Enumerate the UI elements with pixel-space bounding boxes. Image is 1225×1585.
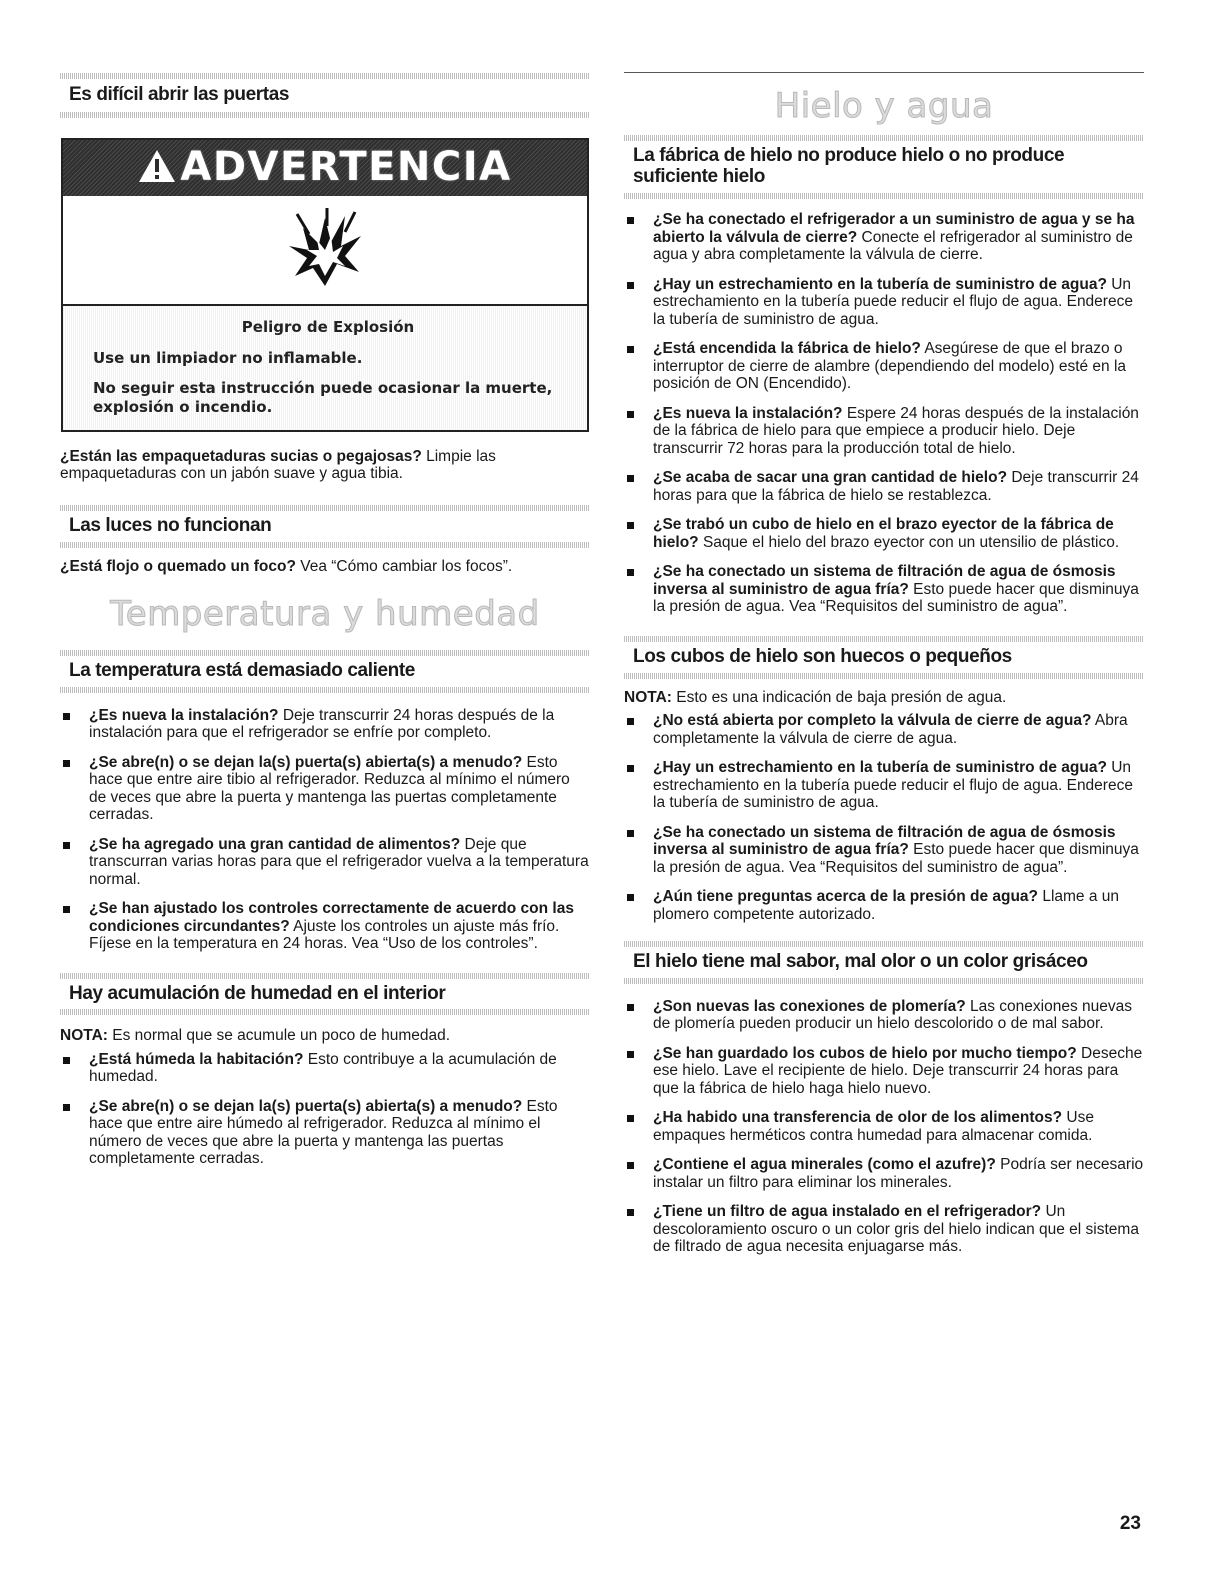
answer: Vea “Cómo cambiar los focos”. <box>295 557 513 575</box>
question: ¿Hay un estrechamiento en la tubería de suministro de agua? <box>653 275 1107 293</box>
warning-header <box>63 140 587 196</box>
answer: Saque el hielo del brazo eyector con un utensilio de plástico. <box>698 533 1120 551</box>
list-item <box>624 1045 1144 1098</box>
question: ¿Se acaba de sacar una gran cantidad de hielo? <box>653 469 1008 487</box>
question: ¿Es nueva la instalación? <box>89 706 279 724</box>
answer: Esto puede hacer que disminuya la presión de agua. Vea “Requisitos del suministro de agua”. <box>653 580 1139 616</box>
answer: Esto hace que entre aire húmedo al refrigerador. Reduzca al mínimo el número de veces que abre la puerta y mantenga las puertas completamente cerradas. <box>89 1097 558 1168</box>
answer: Un estrechamiento en la tubería puede reducir el flujo de agua. Enderece la tubería de suministro de agua. <box>653 275 1133 328</box>
list-item <box>624 516 1144 551</box>
question: ¿Es nueva la instalación? <box>653 404 843 422</box>
list-item <box>624 888 1144 923</box>
note-label: NOTA: <box>60 1027 108 1045</box>
list-item <box>624 211 1144 264</box>
list-item <box>60 1098 590 1168</box>
answer: Deje que transcurran varias horas para que el refrigerador vuelva a la temperatura normal. <box>89 835 589 888</box>
note-label: NOTA: <box>624 688 672 706</box>
list-item <box>60 1051 590 1086</box>
answer: Conecte el refrigerador al suministro de agua y abra completamente la válvula de cierre. <box>653 228 1133 264</box>
list-item <box>624 1109 1144 1144</box>
hazard-instruction: Use un limpiador no inflamable. <box>93 349 363 368</box>
section-title-cubes: Los cubos de hielo son huecos o pequeños <box>633 645 1012 667</box>
section-title-lights: Las luces no funcionan <box>69 514 272 536</box>
question: ¿Aún tiene preguntas acerca de la presión de agua? <box>653 888 1039 906</box>
icemaker-list <box>624 211 1144 616</box>
answer: Las conexiones nuevas de plomería pueden producir un hielo descolorido o de mal sabor. <box>653 997 1132 1033</box>
list-item <box>624 1203 1144 1256</box>
cubes-list <box>624 712 1144 923</box>
warning-body <box>63 306 587 430</box>
answer: Deje transcurrir 24 horas después de la instalación para que el refrigerador se enfríe por completo. <box>89 706 555 742</box>
list-item <box>624 405 1144 458</box>
answer: Un estrechamiento en la tubería puede reducir el flujo de agua. Enderece la tubería de suministro de agua. <box>653 759 1133 812</box>
list-item <box>624 712 1144 747</box>
section-title-taste: El hielo tiene mal sabor, mal olor o un color grisáceo <box>633 951 1088 973</box>
list-item <box>60 754 590 824</box>
answer: Esto puede hacer que disminuya la presión de agua. Vea “Requisitos del suministro de agua”. <box>653 841 1139 876</box>
list-item <box>60 900 590 953</box>
list-item <box>60 707 590 742</box>
question: ¿Se abre(n) o se dejan la(s) puerta(s) abierta(s) a menudo? <box>89 1097 523 1115</box>
list-item <box>624 998 1144 1033</box>
answer: Asegúrese de que el brazo o interruptor de cierre de alambre (dependiendo del modelo) esté en la posición de ON (Encendido). <box>653 340 1127 393</box>
question: ¿Se han guardado los cubos de hielo por mucho tiempo? <box>653 1044 1077 1062</box>
section-title-temperature: La temperatura está demasiado caliente <box>69 659 415 681</box>
warning-box <box>61 138 589 432</box>
answer: Esto hace que entre aire tibio al refrigerador. Reduzca al mínimo el número de veces que abre la puerta y mantenga las puertas completamente cerradas. <box>89 753 570 824</box>
right-column <box>624 0 1144 1268</box>
question: ¿Tiene un filtro de agua instalado en el refrigerador? <box>653 1203 1042 1221</box>
list-item <box>624 469 1144 504</box>
answer: Limpie las empaquetaduras con un jabón suave y agua tibia. <box>60 447 496 483</box>
list-item <box>624 824 1144 877</box>
question: ¿Ha habido una transferencia de olor de los alimentos? <box>653 1109 1063 1127</box>
question: ¿Son nuevas las conexiones de plomería? <box>653 997 966 1015</box>
left-column <box>60 0 590 1180</box>
answer: Esto contribuye a la acumulación de humedad. <box>89 1050 557 1086</box>
hazard-consequence: No seguir esta instrucción puede ocasionar la muerte, explosión o incendio. <box>93 378 553 417</box>
answer: Deseche ese hielo. Lave el recipiente de hielo. Deje transcurrir 24 horas para que la fábrica de hielo haga hielo nuevo. <box>653 1044 1143 1097</box>
question: ¿Está flojo o quemado un foco? <box>60 557 296 575</box>
question: ¿Están las empaquetaduras sucias o pegajosas? <box>60 447 422 465</box>
warning-triangle-icon <box>138 149 176 188</box>
taste-list <box>624 998 1144 1256</box>
humidity-note <box>60 1027 590 1045</box>
answer: Un descoloramiento oscuro o un color gris del hielo indican que el sistema de filtrado de agua necesita enjuagarse más. <box>653 1203 1139 1256</box>
question: ¿Se ha conectado un sistema de filtración de agua de ósmosis inversa al suministro de agua fría? <box>653 563 1116 598</box>
answer: Ajuste los controles un ajuste más frío. Fíjese en la temperatura en 24 horas. Vea “Uso de los controles”. <box>89 917 560 953</box>
list-item <box>624 276 1144 329</box>
warning-title: ADVERTENCIA <box>180 144 512 191</box>
question: ¿Se trabó un cubo de hielo en el brazo eyector de la fábrica de hielo? <box>653 516 1114 551</box>
explosion-icon <box>285 206 365 295</box>
lights-paragraph <box>60 558 590 576</box>
answer: Espere 24 horas después de la instalación de la fábrica de hielo para que empiece a producir hielo. Deje transcurrir 72 horas para la producción total de hielo. <box>653 404 1139 457</box>
page-number: 23 <box>1119 1513 1141 1534</box>
list-item <box>624 1156 1144 1191</box>
gaskets-paragraph <box>60 448 590 483</box>
section-title-icemaker: La fábrica de hielo no produce hielo o no produce suficiente hielo <box>633 145 1065 188</box>
question: ¿Está encendida la fábrica de hielo? <box>653 340 921 358</box>
question: ¿Hay un estrechamiento en la tubería de suministro de agua? <box>653 759 1107 777</box>
answer: Llame a un plomero competente autorizado. <box>653 888 1120 923</box>
question: ¿Se ha agregado una gran cantidad de alimentos? <box>89 835 461 853</box>
list-item <box>624 759 1144 812</box>
hazard-title: Peligro de Explosión <box>241 317 415 336</box>
question: ¿Se abre(n) o se dejan la(s) puerta(s) abierta(s) a menudo? <box>89 753 523 771</box>
humidity-list <box>60 1051 590 1168</box>
question: ¿Se ha conectado un sistema de filtración de agua de ósmosis inversa al suministro de agua fría? <box>653 823 1116 859</box>
explosion-icon-area <box>63 196 587 306</box>
answer: Deje transcurrir 24 horas para que la fábrica de hielo se restablezca. <box>653 469 1139 504</box>
question: ¿Se ha conectado el refrigerador a un suministro de agua y se ha abierto la válvula de cierre? <box>653 211 1135 246</box>
section-title-doors: Es difícil abrir las puertas <box>69 84 290 105</box>
question: ¿Contiene el agua minerales (como el azufre)? <box>653 1156 996 1174</box>
note-text: Es normal que se acumule un poco de humedad. <box>107 1027 451 1045</box>
section-title-humidity: Hay acumulación de humedad en el interior <box>69 982 446 1004</box>
section-heading-ice-water: Hielo y agua <box>774 86 994 126</box>
cubes-note <box>624 689 1144 707</box>
question: ¿Está húmeda la habitación? <box>89 1050 304 1068</box>
answer: Podría ser necesario instalar un filtro para eliminar los minerales. <box>653 1156 1144 1191</box>
answer: Use empaques herméticos contra humedad para almacenar comida. <box>653 1109 1094 1144</box>
temperature-list <box>60 707 590 953</box>
list-item <box>624 563 1144 616</box>
question: ¿No está abierta por completo la válvula de cierre de agua? <box>653 712 1092 730</box>
note-text: Esto es una indicación de baja presión de agua. <box>671 688 1007 706</box>
list-item <box>624 340 1144 393</box>
question: ¿Se han ajustado los controles correctamente de acuerdo con las condiciones circundantes? <box>89 900 574 935</box>
section-heading-temperature: Temperatura y humedad <box>110 594 540 635</box>
answer: Abra completamente la válvula de cierre de agua. <box>653 712 1128 747</box>
list-item <box>60 836 590 889</box>
